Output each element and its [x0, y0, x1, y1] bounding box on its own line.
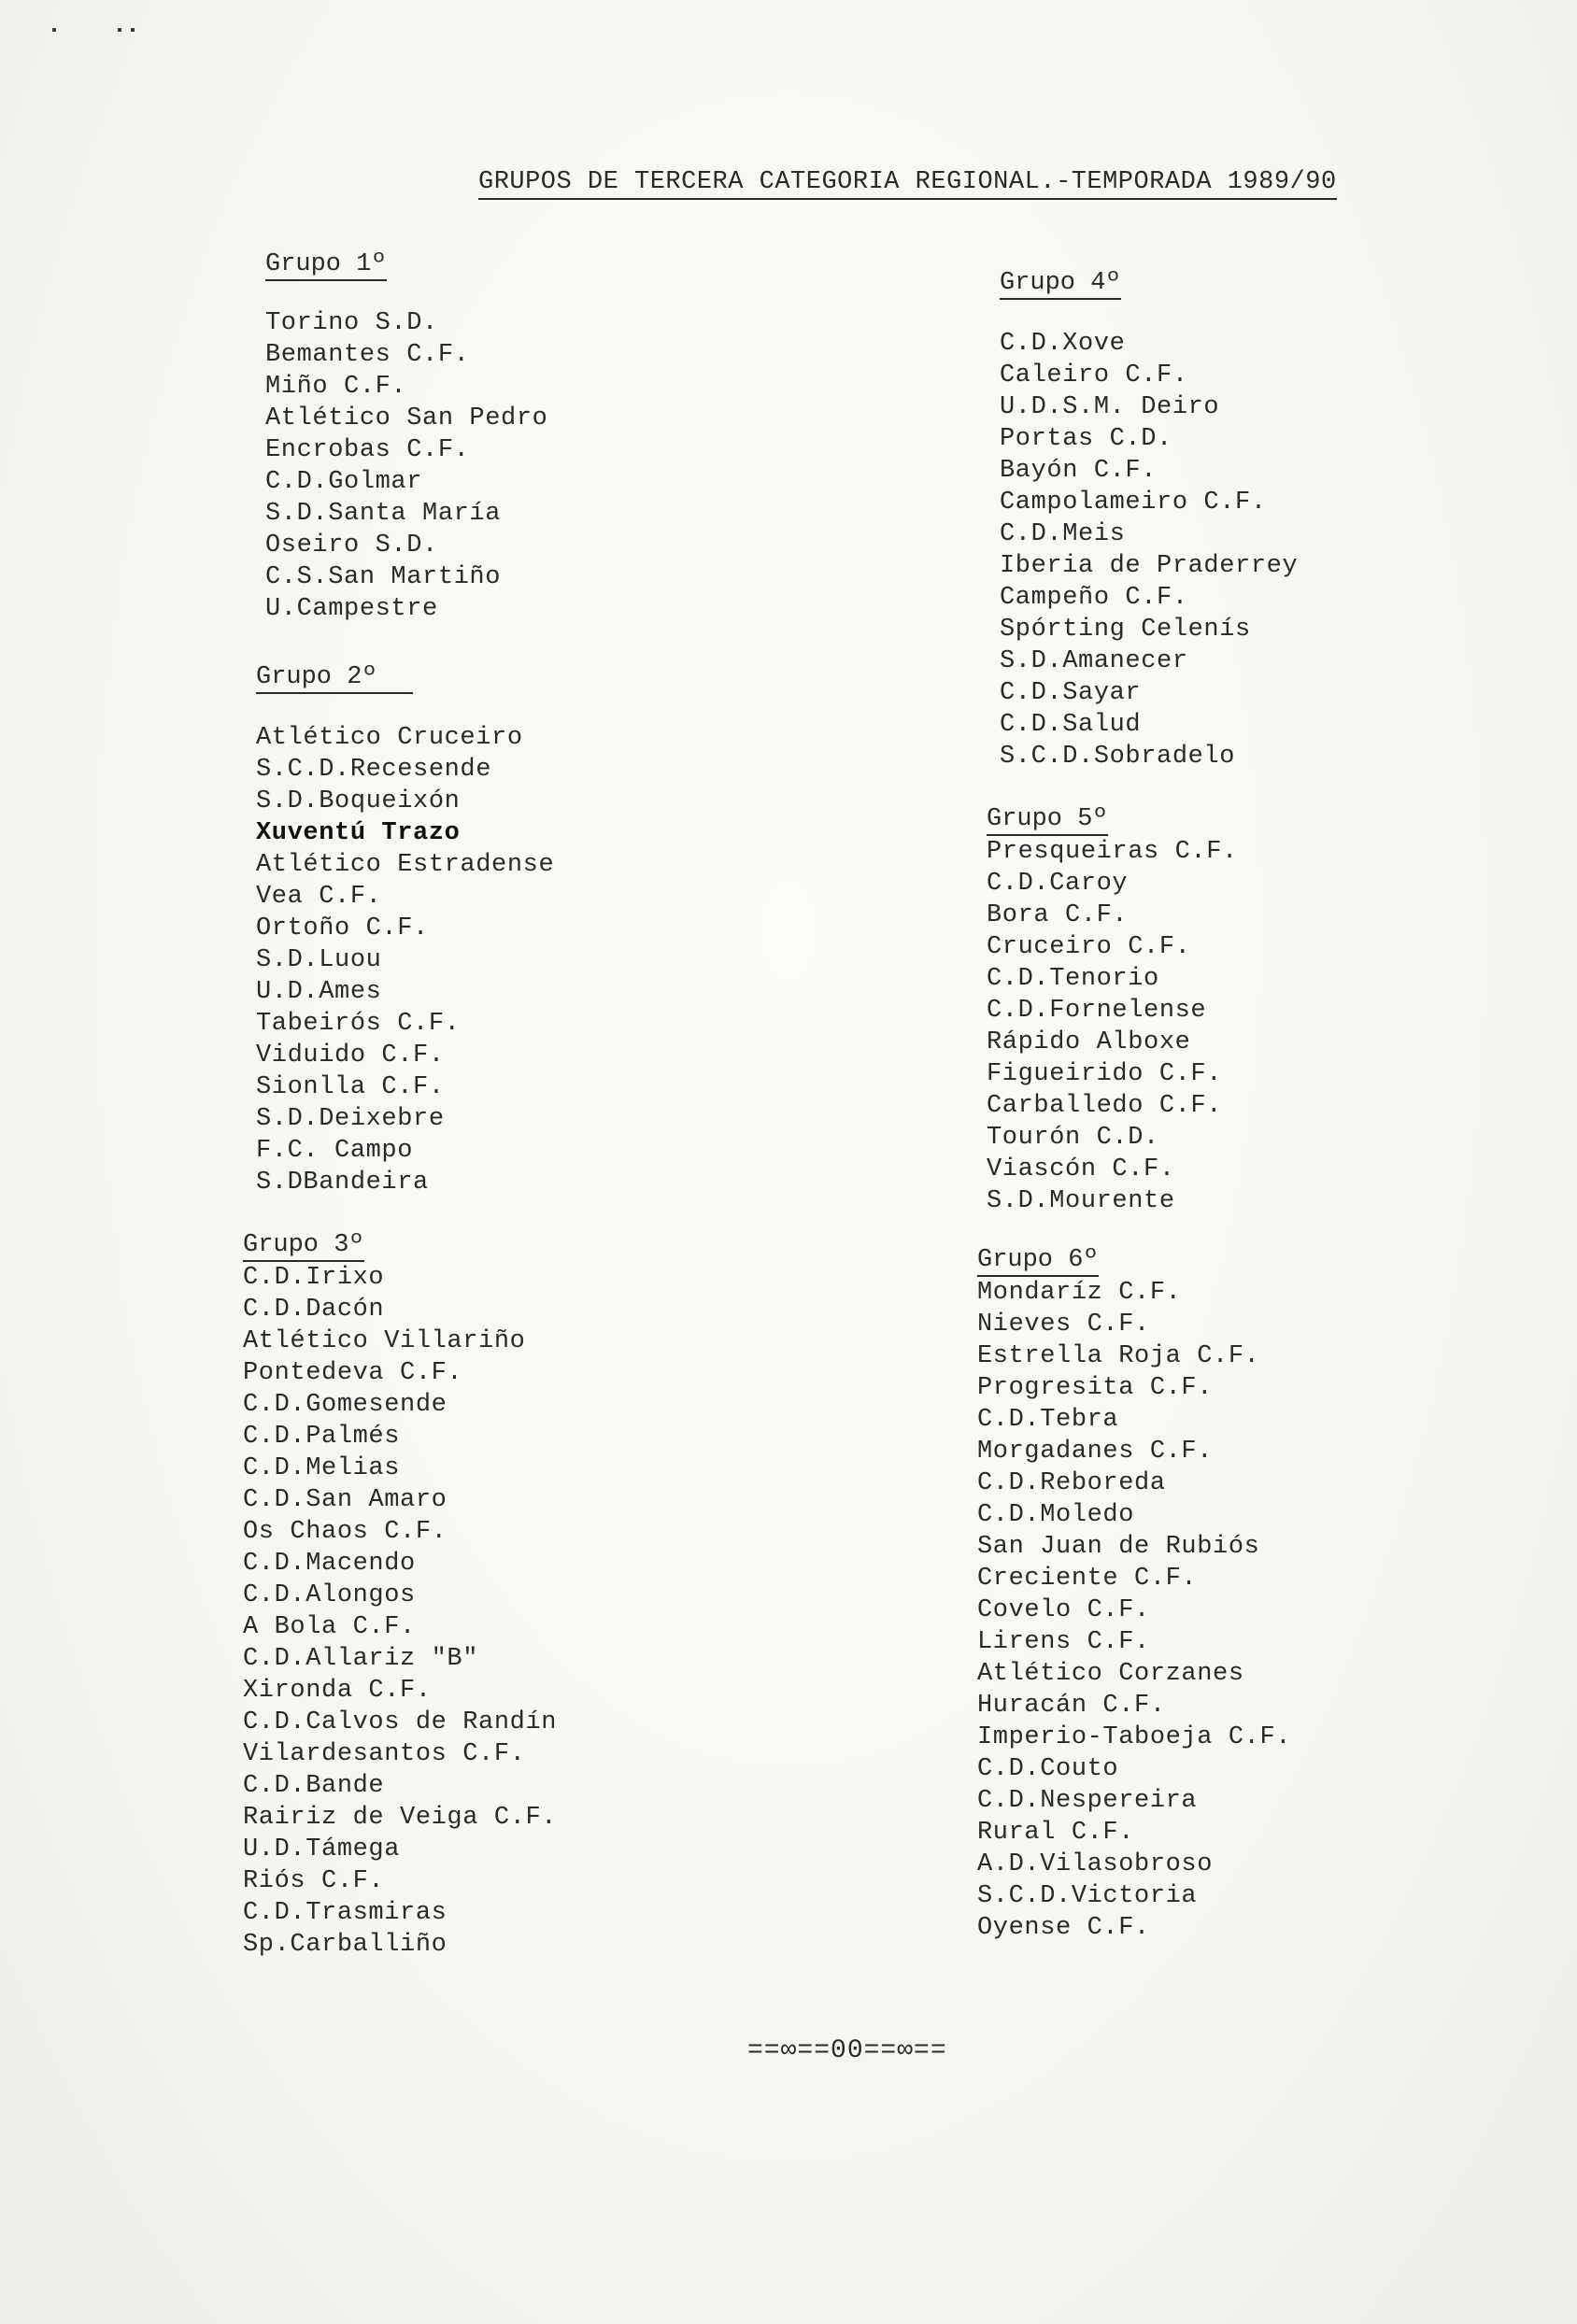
team-entry: Campeño C.F.	[1000, 584, 1188, 612]
team-entry: C.D.Couto	[977, 1755, 1119, 1783]
team-entry: Ortoño C.F.	[256, 914, 429, 942]
team-entry: U.D.Támega	[243, 1835, 401, 1863]
group-heading: Grupo 3º	[243, 1231, 364, 1262]
team-entry: San Juan de Rubiós	[977, 1533, 1260, 1561]
team-entry: C.D.Meis	[1000, 520, 1126, 548]
team-entry: Tourón C.D.	[987, 1124, 1159, 1152]
team-entry: C.D.Palmés	[243, 1423, 401, 1451]
group-heading: Grupo 6º	[977, 1246, 1099, 1277]
team-entry: Bemantes C.F.	[265, 341, 470, 369]
punch-mark	[131, 28, 135, 32]
team-list	[256, 722, 554, 1198]
group-2	[256, 663, 554, 1198]
team-entry: U.D.Ames	[256, 978, 382, 1006]
team-entry: C.D.Bande	[243, 1772, 385, 1800]
team-entry: Encrobas C.F.	[265, 436, 470, 464]
team-entry: C.S.San Martiño	[265, 563, 502, 591]
team-entry: Progresita C.F.	[977, 1374, 1214, 1402]
team-entry: C.D.Macendo	[243, 1550, 416, 1578]
team-entry: S.D.Deixebre	[256, 1105, 445, 1133]
team-entry: S.D.Luou	[256, 946, 382, 974]
document-title: GRUPOS DE TERCERA CATEGORIA REGIONAL.-TEMPORADA 1989/90	[478, 168, 1337, 200]
team-entry: C.D.Moledo	[977, 1501, 1135, 1529]
team-entry: Xuventú Trazo	[256, 819, 461, 847]
group-1	[265, 250, 547, 625]
team-entry: F.C. Campo	[256, 1137, 414, 1165]
team-entry: A Bola C.F.	[243, 1613, 416, 1641]
team-entry: Portas C.D.	[1000, 425, 1172, 453]
team-entry: Lirens C.F.	[977, 1628, 1150, 1656]
group-heading: Grupo 5º	[987, 805, 1108, 836]
team-entry: C.D.Xove	[1000, 330, 1126, 358]
team-entry: Morgadanes C.F.	[977, 1438, 1214, 1466]
team-entry: C.D.San Amaro	[243, 1486, 448, 1514]
team-entry: Estrella Roja C.F.	[977, 1342, 1260, 1370]
team-entry: C.D.Tebra	[977, 1406, 1119, 1434]
team-entry: C.D.Gomesende	[243, 1391, 448, 1419]
team-entry: C.D.Trasmiras	[243, 1899, 448, 1927]
team-entry: Mondaríz C.F.	[977, 1279, 1182, 1307]
team-entry: S.D.Amanecer	[1000, 647, 1188, 675]
team-entry: Riós C.F.	[243, 1867, 385, 1895]
team-entry: Cruceiro C.F.	[987, 933, 1191, 961]
team-list	[977, 1277, 1291, 1944]
team-entry: Atlético Estradense	[256, 851, 555, 879]
team-entry: C.D.Fornelense	[987, 997, 1207, 1025]
team-entry: Huracán C.F.	[977, 1692, 1166, 1720]
document-footer-ornament: ==∞==00==∞==	[747, 2036, 947, 2065]
team-entry: Torino S.D.	[265, 309, 438, 337]
team-entry: Nieves C.F.	[977, 1311, 1150, 1339]
team-entry: Vea C.F.	[256, 883, 382, 911]
team-entry: Bayón C.F.	[1000, 457, 1158, 485]
punch-mark	[118, 28, 121, 32]
team-entry: Miño C.F.	[265, 373, 407, 401]
group-6	[977, 1246, 1291, 1944]
team-list	[243, 1262, 557, 1961]
team-entry: S.DBandeira	[256, 1169, 429, 1197]
team-entry: Caleiro C.F.	[1000, 361, 1188, 390]
team-entry: Atlético Corzanes	[977, 1660, 1244, 1688]
team-entry: C.D.Dacón	[243, 1296, 385, 1324]
team-entry: Atlético Cruceiro	[256, 724, 523, 752]
team-entry: C.D.Reboreda	[977, 1469, 1166, 1497]
team-entry: S.C.D.Victoria	[977, 1882, 1198, 1910]
group-3	[243, 1231, 557, 1961]
team-entry: Rápido Alboxe	[987, 1028, 1191, 1056]
team-entry: Campolameiro C.F.	[1000, 489, 1267, 517]
team-entry: C.D.Irixo	[243, 1264, 385, 1292]
group-heading: Grupo 2º	[256, 663, 413, 694]
team-entry: C.D.Calvos de Randín	[243, 1708, 558, 1736]
team-entry: U.D.S.M. Deiro	[1000, 393, 1220, 421]
team-entry: S.C.D.Sobradelo	[1000, 743, 1236, 771]
team-entry: Tabeirós C.F.	[256, 1010, 461, 1038]
team-entry: Sp.Carballiño	[243, 1931, 448, 1959]
team-entry: Viascón C.F.	[987, 1155, 1175, 1183]
team-entry: A.D.Vilasobroso	[977, 1850, 1214, 1878]
team-entry: C.D.Sayar	[1000, 679, 1142, 707]
team-entry: Rural C.F.	[977, 1819, 1135, 1847]
team-entry: Vilardesantos C.F.	[243, 1740, 526, 1768]
team-entry: Viduido C.F.	[256, 1042, 445, 1070]
group-heading: Grupo 1º	[265, 250, 387, 281]
team-entry: Sionlla C.F.	[256, 1073, 445, 1101]
team-entry: C.D.Allariz "B"	[243, 1645, 479, 1673]
team-entry: S.D.Santa María	[265, 500, 502, 528]
team-entry: Iberia de Praderrey	[1000, 552, 1299, 580]
team-entry: Oseiro S.D.	[265, 531, 438, 560]
team-list	[265, 307, 547, 625]
team-entry: Atlético Villariño	[243, 1327, 526, 1355]
team-list	[1000, 328, 1298, 772]
team-list	[987, 836, 1238, 1217]
group-4	[1000, 269, 1298, 772]
team-entry: Oyense C.F.	[977, 1914, 1150, 1942]
team-entry: Covelo C.F.	[977, 1596, 1150, 1624]
team-entry: Creciente C.F.	[977, 1565, 1198, 1593]
team-entry: Figueirido C.F.	[987, 1060, 1223, 1088]
team-entry: C.D.Alongos	[243, 1581, 416, 1609]
team-entry: C.D.Salud	[1000, 711, 1142, 739]
team-entry: Carballedo C.F.	[987, 1092, 1223, 1120]
team-entry: Pontedeva C.F.	[243, 1359, 463, 1387]
team-entry: S.D.Mourente	[987, 1187, 1175, 1215]
team-entry: Xironda C.F.	[243, 1677, 432, 1705]
team-entry: C.D.Nespereira	[977, 1787, 1198, 1815]
group-heading: Grupo 4º	[1000, 269, 1121, 300]
team-entry: Bora C.F.	[987, 901, 1129, 929]
team-entry: Spórting Celenís	[1000, 616, 1251, 644]
team-entry: Os Chaos C.F.	[243, 1518, 448, 1546]
team-entry: C.D.Tenorio	[987, 965, 1159, 993]
team-entry: C.D.Melias	[243, 1454, 401, 1482]
team-entry: Presqueiras C.F.	[987, 838, 1238, 866]
team-entry: U.Campestre	[265, 595, 438, 623]
group-5	[987, 805, 1238, 1217]
team-entry: C.D.Golmar	[265, 468, 423, 496]
team-entry: Imperio-Taboeja C.F.	[977, 1723, 1292, 1751]
team-entry: C.D.Caroy	[987, 870, 1129, 898]
team-entry: S.D.Boqueixón	[256, 787, 461, 815]
team-entry: S.C.D.Recesende	[256, 756, 492, 784]
team-entry: Rairiz de Veiga C.F.	[243, 1804, 558, 1832]
punch-mark	[52, 28, 56, 32]
team-entry: Atlético San Pedro	[265, 404, 548, 432]
